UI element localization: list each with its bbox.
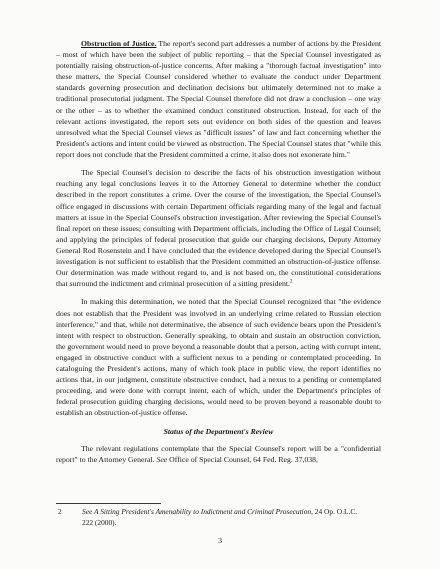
footnote-number: 2: [58, 507, 62, 516]
citation-text: Office of Special Counsel, 64 Fed. Reg. 37,038,: [167, 454, 318, 464]
citation-signal: See: [156, 454, 168, 464]
paragraph-obstruction-of-justice: [56, 38, 381, 160]
footnote: [56, 507, 381, 528]
paragraph-text: The report's second part addresses a number of actions by the President – most of which have been the subject of public reporting – that the Special Counsel investigated as potentially raising obstruction-of-justice concerns. After making a "thorough factual investigation" into these matters, the Special Counsel considered whether to evaluate the conduct under Department standards governing prosecution and declination decisions but ultimately determined not to make a traditional prosecutorial judgment. The Special Counsel therefore did not draw a conclusion – one way or the other – as to whether the examined conduct constituted obstruction. Instead, for each of the relevant actions investigated, the report sets out evidence on both sides of the question and leaves unresolved what the Special Counsel views as "difficult issues" of law and fact concerning whether the President's actions and intent could be viewed as obstruction. The Special Counsel states that "while this report does not conclude that the President committed a crime, it also does not exonerate him.": [56, 39, 381, 159]
footnote-line-continued: 222 (2000).: [82, 517, 117, 527]
paragraph-review-status: [56, 443, 381, 465]
footnote-citation: 24 Op. O.L.C.: [312, 507, 358, 516]
footnote-signal: See: [82, 507, 93, 516]
section-lead-heading: Obstruction of Justice.: [81, 39, 157, 48]
paragraph-text: The relevant regulations contemplate that the Special Counsel's report will be a "confidential report" to the Attorney General.: [56, 443, 381, 464]
footnote-reference[interactable]: 2: [289, 279, 293, 285]
footnote-divider: [56, 503, 161, 504]
paragraph-text: The Special Counsel's decision to describe the facts of his obstruction investigation without reaching any legal conclusions leaves it to the Attorney General to determine whether the conduct described in the report constitutes a crime. Over the course of the investigation, the Special Counsel's office engaged in discussions with certain Department officials regarding many of the legal and factual matters at issue in the Special Counsel's obstruction investigation. After reviewing the Special Counsel's final report on these issues; consulting with Department officials, including the Office of Legal Counsel; and applying the principles of federal prosecution that guide our charging decisions, Deputy Attorney General Rod Rosenstein and I have concluded that the evidence developed during the Special Counsel's investigation is not sufficient to establish that the President committed an obstruction-of-justice offense. Our determination was made without regard to, and is not based on, the constitutional considerations that surround the indictment and criminal prosecution of a sitting president.: [56, 168, 381, 289]
section-heading: Status of the Department's Review: [163, 426, 274, 436]
paragraph-special-counsel-decision: [56, 167, 381, 289]
paragraph-text: In making this determination, we noted that the Special Counsel recognized that "the evidence does not establish that the President was involved in an underlying crime related to Russian election interference," and that, while not determinative, the absence of such evidence bears upon the President's intent with respect to obstruction. Generally speaking, to obtain and sustain an obstruction conviction, the government would need to prove beyond a reasonable doubt that a person, acting with corrupt intent, engaged in obstructive conduct with a sufficient nexus to a pending or contemplated proceeding. In cataloguing the President's actions, many of which took place in public view, the report identifies no actions that, in our judgment, constitute obstructive conduct, had a nexus to a pending or contemplated proceeding, and were done with corrupt intent, each of which, under the Department's principles of federal prosecution guiding charging decisions, would need to be proven beyond a reasonable doubt to establish an obstruction-of-justice offense.: [56, 297, 381, 418]
page-number: 3: [218, 536, 222, 545]
footnote-line: [56, 507, 381, 518]
paragraph-determination: [56, 296, 381, 418]
page-body: [56, 38, 381, 472]
footnote-title: A Sitting President's Amenability to Indictment and Criminal Prosecution,: [92, 507, 313, 516]
